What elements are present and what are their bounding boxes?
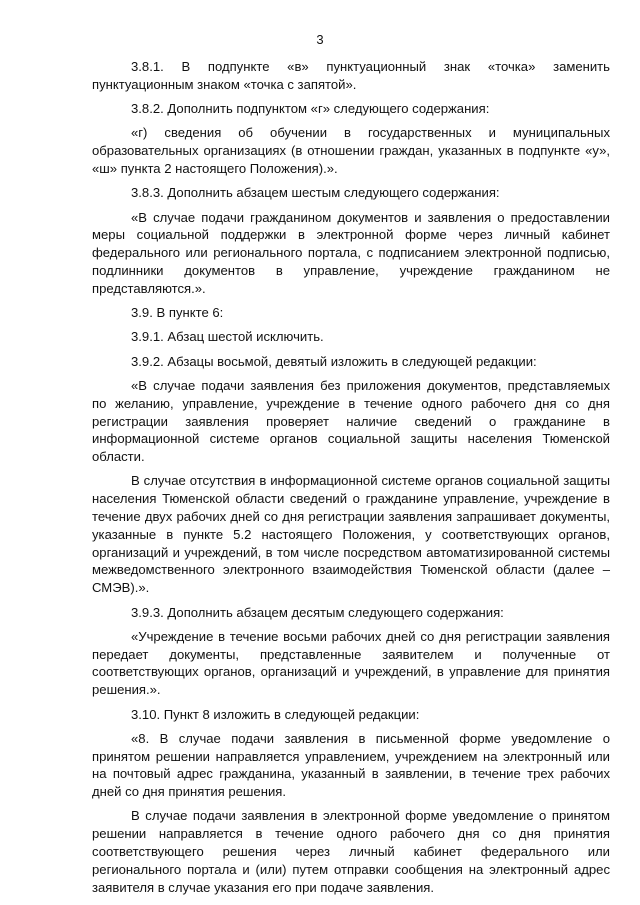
paragraph-institution-transfer: «Учреждение в течение восьми рабочих дней со дня регистрации заявления передает документы, представленные заявителем и полученные от соответствующих органов, организаций и учреждений, в управление для принятия решения.». [92,628,610,698]
paragraph-electronic-submission: «В случае подачи гражданином документов и заявления о предоставлении меры социальной поддержки в электронной форме через личный кабинет федерального или регионального портала, с подписанием электронной подписью, подлинники документов в управление, учреждение гражданином не представляются.». [92,209,610,296]
paragraph-subitem-g: «г) сведения об обучении в государственных и муниципальных образовательных организациях (в отношении граждан, указанных в подпункте «у», «ш» пункта 2 настоящего Положения).». [92,125,610,176]
paragraph-no-documents: «В случае подачи заявления без приложения документов, представляемых по желанию, управление, учреждение в течение одного рабочего дня со дня регистрации заявления проверяет наличие сведений о гражданине в информационной системе органов социальной защиты населения Тюменской области. [92,377,610,465]
paragraph-info-absence: В случае отсутствия в информационной системе органов социальной защиты населения Тюменской области сведений о гражданине управление, учреждение в течение двух рабочих дней со дня регистрации заявления запрашивает документы, указанные в пункте 5.2 настоящего Положения, у соответствующих органов, организаций и учреждений, в том числе посредством автоматизированной системы межведомственного электронного взаимодействия Тюменской области (далее – СМЭВ).». [92,473,610,596]
paragraph-electronic-notification: В случае подачи заявления в электронной форме уведомление о принятом решении направляется в течение одного рабочего дня со дня принятия соответствующего решения через личный кабинет федерального или регионального портала и (или) путем отправки сообщения на электронный адрес заявителя в случае указания его при подаче заявления. [92,808,610,895]
paragraph-3-10: 3.10. Пункт 8 изложить в следующей редакции: [131,706,420,722]
paragraph-3-9-1: 3.9.1. Абзац шестой исключить. [131,329,324,345]
paragraph-3-8-2: 3.8.2. Дополнить подпунктом «г» следующего содержания: [131,101,490,117]
paragraph-3-9-2: 3.9.2. Абзацы восьмой, девятый изложить в следующей редакции: [131,353,537,369]
paragraph-3-9-3: 3.9.3. Дополнить абзацем десятым следующего содержания: [131,604,504,620]
page-number: 3 [316,32,324,47]
paragraph-written-notification: «8. В случае подачи заявления в письменной форме уведомление о принятом решении направляется управлением, учреждением на электронный или на почтовый адрес гражданина, указанный в заявлении, в течение трех рабочих дней со дня принятия решения. [92,730,610,800]
paragraph-3-9: 3.9. В пункте 6: [131,305,224,321]
paragraph-3-8-1: 3.8.1. В подпункте «в» пунктуационный знак «точка» заменить пунктуационным знаком «точка с запятой». [92,59,610,92]
paragraph-3-8-3: 3.8.3. Дополнить абзацем шестым следующего содержания: [131,185,500,201]
document-body [92,58,610,896]
